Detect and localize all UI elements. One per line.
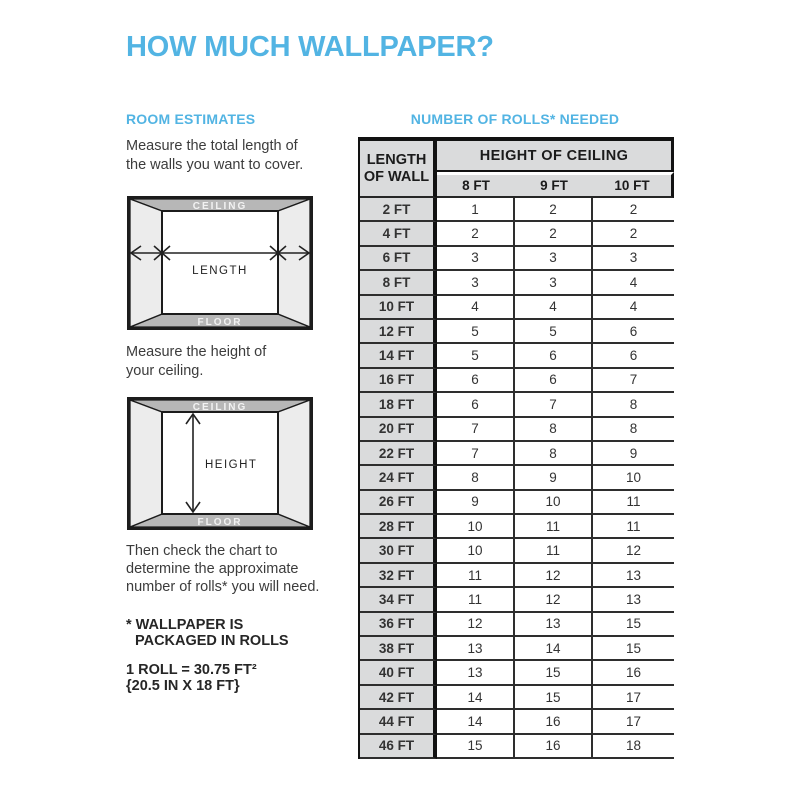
wall-length-cell: 36 FT [360, 613, 437, 637]
table-row [360, 539, 674, 563]
wall-length-cell: 30 FT [360, 539, 437, 563]
rolls-value-cell: 16 [515, 710, 593, 734]
wall-length-cell: 18 FT [360, 393, 437, 417]
instruction-line: Then check the chart to [126, 543, 278, 559]
table-row [360, 588, 674, 612]
table-row [360, 369, 674, 393]
rolls-value-cell: 4 [515, 296, 593, 320]
wall-length-cell: 28 FT [360, 515, 437, 539]
rolls-value-cell: 11 [437, 564, 515, 588]
rolls-table-container [358, 137, 674, 759]
roll-info-line: 1 ROLL = 30.75 FT² [126, 662, 257, 678]
rolls-value-cell: 4 [593, 296, 674, 320]
instruction-check-chart [126, 542, 319, 596]
rolls-value-cell: 3 [437, 271, 515, 295]
page-title: HOW MUCH WALLPAPER? [126, 31, 494, 63]
length-label: LENGTH [192, 265, 248, 277]
back-wall [162, 211, 278, 314]
table-row [360, 320, 674, 344]
ceiling-label: CEILING [192, 201, 248, 212]
table-row [360, 515, 674, 539]
wall-length-cell: 2 FT [360, 198, 437, 222]
rolls-value-cell: 14 [437, 710, 515, 734]
wall-length-cell: 14 FT [360, 344, 437, 368]
rolls-value-cell: 18 [593, 735, 674, 759]
table-row [360, 686, 674, 710]
rolls-value-cell: 5 [437, 320, 515, 344]
wall-length-cell: 12 FT [360, 320, 437, 344]
table-row [360, 491, 674, 515]
note-line: PACKAGED IN ROLLS [135, 632, 289, 649]
rolls-value-cell: 11 [593, 491, 674, 515]
rolls-value-cell: 12 [515, 564, 593, 588]
rolls-value-cell: 8 [593, 418, 674, 442]
rolls-needed-heading: NUMBER OF ROLLS* NEEDED [410, 111, 620, 127]
table-row [360, 222, 674, 246]
rolls-value-cell: 6 [593, 320, 674, 344]
room-estimates-heading: ROOM ESTIMATES [126, 111, 256, 127]
rolls-value-cell: 15 [437, 735, 515, 759]
rolls-table [358, 137, 674, 759]
ceiling-8ft-header: 8 FT [437, 172, 515, 198]
rolls-value-cell: 13 [437, 637, 515, 661]
rolls-value-cell: 7 [437, 418, 515, 442]
rolls-value-cell: 2 [515, 198, 593, 222]
rolls-value-cell: 1 [437, 198, 515, 222]
left-wall [130, 400, 162, 527]
left-wall [130, 199, 162, 327]
rolls-value-cell: 9 [437, 491, 515, 515]
table-row [360, 198, 674, 222]
rolls-value-cell: 14 [437, 686, 515, 710]
rolls-value-cell: 17 [593, 710, 674, 734]
rolls-value-cell: 7 [437, 442, 515, 466]
table-row [360, 661, 674, 685]
rolls-value-cell: 2 [593, 222, 674, 246]
wall-length-cell: 40 FT [360, 661, 437, 685]
wall-length-cell: 26 FT [360, 491, 437, 515]
instruction-line: determine the approximate [126, 561, 299, 577]
rolls-value-cell: 4 [437, 296, 515, 320]
rolls-value-cell: 6 [437, 393, 515, 417]
height-label: HEIGHT [205, 459, 258, 471]
rolls-value-cell: 2 [437, 222, 515, 246]
table-row [360, 418, 674, 442]
roll-info-line: {20.5 IN X 18 FT} [126, 677, 240, 694]
table-row [360, 296, 674, 320]
wall-length-cell: 10 FT [360, 296, 437, 320]
rolls-value-cell: 13 [593, 588, 674, 612]
room-height-diagram [127, 397, 313, 530]
wall-length-cell: 16 FT [360, 369, 437, 393]
wall-length-cell: 24 FT [360, 466, 437, 490]
table-row [360, 710, 674, 734]
instruction-line: Measure the total length of [126, 138, 298, 154]
rolls-value-cell: 4 [593, 271, 674, 295]
note-line: * WALLPAPER IS [126, 617, 244, 633]
rolls-value-cell: 6 [593, 344, 674, 368]
rolls-table-body [360, 198, 674, 759]
rolls-value-cell: 10 [437, 515, 515, 539]
wall-length-cell: 38 FT [360, 637, 437, 661]
rolls-value-cell: 11 [515, 539, 593, 563]
wall-length-cell: 8 FT [360, 271, 437, 295]
table-row [360, 442, 674, 466]
instruction-line: your ceiling. [126, 362, 204, 379]
rolls-value-cell: 15 [515, 686, 593, 710]
table-row [360, 564, 674, 588]
right-wall [278, 400, 310, 527]
rolls-value-cell: 7 [515, 393, 593, 417]
rolls-value-cell: 15 [515, 661, 593, 685]
wall-length-cell: 32 FT [360, 564, 437, 588]
rolls-value-cell: 10 [437, 539, 515, 563]
rolls-value-cell: 8 [515, 442, 593, 466]
ceiling-height-group-header: HEIGHT OF CEILING [437, 141, 674, 172]
wall-length-cell: 22 FT [360, 442, 437, 466]
wall-length-cell: 46 FT [360, 735, 437, 759]
rolls-value-cell: 8 [515, 418, 593, 442]
rolls-value-cell: 6 [437, 369, 515, 393]
room-length-diagram [127, 196, 313, 330]
wall-length-cell: 20 FT [360, 418, 437, 442]
table-row [360, 735, 674, 759]
rolls-value-cell: 3 [515, 247, 593, 271]
wallpaper-rolls-note [126, 618, 289, 649]
ceiling-9ft-header: 9 FT [515, 172, 593, 198]
rolls-value-cell: 16 [515, 735, 593, 759]
rolls-value-cell: 13 [515, 613, 593, 637]
rolls-value-cell: 6 [515, 344, 593, 368]
rolls-value-cell: 11 [515, 515, 593, 539]
rolls-value-cell: 3 [515, 271, 593, 295]
rolls-value-cell: 10 [515, 491, 593, 515]
rolls-value-cell: 2 [593, 198, 674, 222]
table-row [360, 393, 674, 417]
floor-label: FLOOR [197, 317, 243, 328]
roll-size-info [126, 663, 257, 694]
wall-length-header: LENGTH OF WALL [360, 141, 437, 198]
rolls-value-cell: 5 [437, 344, 515, 368]
rolls-value-cell: 9 [515, 466, 593, 490]
rolls-value-cell: 9 [593, 442, 674, 466]
wall-length-cell: 42 FT [360, 686, 437, 710]
ceiling-label: CEILING [192, 402, 248, 413]
rolls-value-cell: 11 [437, 588, 515, 612]
rolls-value-cell: 12 [515, 588, 593, 612]
ceiling-10ft-header: 10 FT [593, 172, 674, 198]
table-row [360, 466, 674, 490]
table-row [360, 637, 674, 661]
instruction-measure-length [126, 137, 303, 174]
wall-length-cell: 34 FT [360, 588, 437, 612]
rolls-value-cell: 3 [437, 247, 515, 271]
instruction-measure-height [126, 343, 266, 380]
wall-length-cell: 44 FT [360, 710, 437, 734]
right-wall [278, 199, 310, 327]
rolls-value-cell: 15 [593, 613, 674, 637]
rolls-value-cell: 6 [515, 369, 593, 393]
table-row [360, 271, 674, 295]
rolls-value-cell: 16 [593, 661, 674, 685]
rolls-value-cell: 13 [437, 661, 515, 685]
rolls-value-cell: 15 [593, 637, 674, 661]
rolls-value-cell: 12 [437, 613, 515, 637]
rolls-value-cell: 2 [515, 222, 593, 246]
rolls-value-cell: 8 [593, 393, 674, 417]
floor-label: FLOOR [197, 517, 243, 528]
instruction-line: number of rolls* you will need. [126, 579, 320, 595]
wall-length-cell: 6 FT [360, 247, 437, 271]
table-row [360, 247, 674, 271]
rolls-value-cell: 11 [593, 515, 674, 539]
rolls-value-cell: 13 [593, 564, 674, 588]
rolls-value-cell: 7 [593, 369, 674, 393]
table-row [360, 344, 674, 368]
table-row [360, 613, 674, 637]
instruction-line: Measure the height of [126, 344, 267, 360]
rolls-value-cell: 12 [593, 539, 674, 563]
instruction-line: the walls you want to cover. [126, 156, 304, 173]
table-header-row [360, 141, 674, 172]
wall-length-cell: 4 FT [360, 222, 437, 246]
rolls-value-cell: 8 [437, 466, 515, 490]
rolls-value-cell: 17 [593, 686, 674, 710]
rolls-value-cell: 5 [515, 320, 593, 344]
rolls-value-cell: 14 [515, 637, 593, 661]
rolls-value-cell: 10 [593, 466, 674, 490]
rolls-value-cell: 3 [593, 247, 674, 271]
